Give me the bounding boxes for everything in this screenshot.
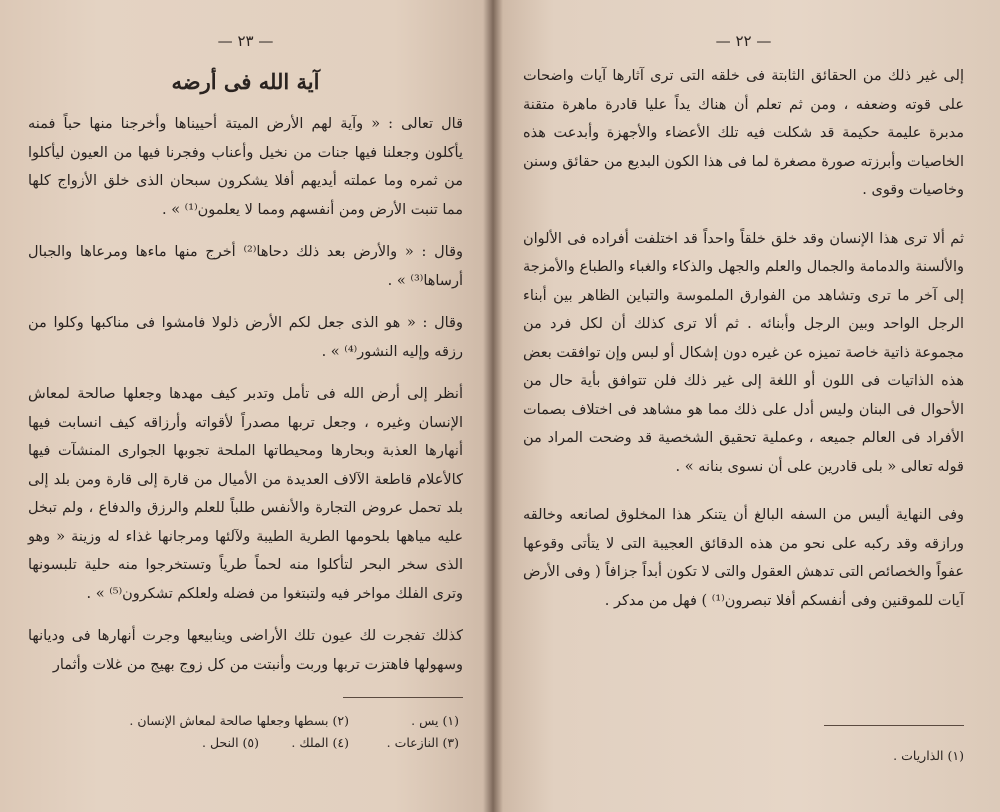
section-heading: آية الله فى أرضه <box>171 69 320 94</box>
left-page <box>0 0 493 812</box>
page-number: — ٢٢ — <box>715 32 772 50</box>
footnote-row <box>40 732 459 754</box>
footnote: (١) الذاريات . <box>893 748 964 763</box>
footnote-rule <box>343 697 463 698</box>
footnotes <box>40 710 459 754</box>
footnotes <box>533 745 964 767</box>
footnote: (١) يس . <box>411 713 459 728</box>
paragraph: كذلك تفجرت لك عيون تلك الأراضى وينابيعها وجرت أنهارها فى وديانها وسهولها فاهتزت تربها وربت وأنبتت من كل زوج بهيج من غلات وأثمار <box>28 628 463 673</box>
footnote-row <box>533 745 964 767</box>
paragraph: أنظر إلى أرض الله فى تأمل وتدبر كيف مهدها وجعلها صالحة لمعاش الإنسان وغيره ، وجعل تربها مصدراً لأقواته وأرزاقه كيف انسابت فيها أنهارها العذبة وبحارها ومحيطاتها الملحة تجوبها الجوارى المنشآت فيها كالأعلام قاطعة الآلاف العديدة من الأميال من قارة إلى قارة ومن بلد إلى بلد تحمل عروض التجارة والأنفس طلباً للعلم والرزق والدفاع ، ولم تبخل عليه مياهها بلحومها الطرية الطيبة ولآلئها ومرجانها غذاء له وزينة « وهو الذى سخر البحر لتأكلوا منه لحماً طرياً وتستخرجوا منه حلية تلبسونها وترى الفلك مواخر فيه ولتبتغوا من فضله ولعلكم تشكرون⁽⁵⁾ » . <box>28 386 463 602</box>
paragraph: وقال : « هو الذى جعل لكم الأرض ذلولا فامشوا فى مناكبها وكلوا من رزقه وإليه النشور⁽⁴⁾ » . <box>28 315 463 360</box>
footnote: (٤) الملك . <box>291 735 349 750</box>
paragraph: وقال : « والأرض بعد ذلك دحاها⁽²⁾ أخرج منها ماءها ومرعاها والجبال أرساها⁽³⁾ » . <box>28 244 464 289</box>
right-page <box>493 0 1000 812</box>
page-number: — ٢٣ — <box>217 32 274 50</box>
paragraph: إلى غير ذلك من الحقائق الثابتة فى خلقه التى ترى آثارها آيات واضحات على قوته وضعفه ، ومن ثم تعلم أن هناك يداً عليا قادرة ماهرة متقنة مدبرة عليمة حكيمة قد شكلت فيه تلك الأعضاء والأجهزة وأبدعت هذه الخاصيات وأبرزته صورة مصغرة لما فى هذا الكون البديع من حقائق وسنن وخاصيات وقوى . <box>523 68 964 198</box>
page-gutter-shadow <box>483 0 493 812</box>
footnote-rule <box>824 725 964 726</box>
footnote: (٥) النحل . <box>202 735 259 750</box>
footnote: (٣) النازعات . <box>386 735 459 750</box>
footnote: (٢) بسطها وجعلها صالحة لمعاش الإنسان . <box>129 713 349 728</box>
footnote-row <box>40 710 459 732</box>
paragraph: قال تعالى : « وآية لهم الأرض الميتة أحييناها وأخرجنا منها حباً فمنه يأكلون وجعلنا فيها جنات من نخيل وأعناب وفجرنا فيها من العيون ليأكلوا من ثمره وما عملته أيديهم أفلا يشكرون سبحان الذى خلق الأزواج كلها مما تنبت الأرض ومن أنفسهم ومما لا يعلمون⁽¹⁾ » . <box>28 116 463 218</box>
page-gutter-shadow <box>493 0 503 812</box>
paragraph: ثم ألا ترى هذا الإنسان وقد خلق خلقاً واحداً قد اختلفت أفراده فى الألوان والألسنة والدمامة والجمال والعلم والجهل والذكاء والغباء والطباع والأمزجة إلى آخر ما ترى وتشاهد من الفوارق الملموسة والتباين الظاهر بين أبناء الرجل الواحد وبين الرجل وأبنائه . ثم ألا ترى كذلك أن لكل فرد من مجموعة ذاتية خاصة تميزه عن غيره دون إشكال أو لبس وإن توافقت بعض هذه الذاتيات فى اللون أو اللغة إلى غير ذلك فلن تتوافق بأية حال من الأحوال فى البنان وليس أدل على ذلك مما هو مشاهد فى اختلاف بصمات الأفراد فى العالم جميعه ، وعملية تحقيق الشخصية قد وضحت المراد من قوله تعالى « بلى قادرين على أن نسوى بنانه » . <box>523 230 964 475</box>
paragraph: وفى النهاية أليس من السفه البالغ أن يتنكر هذا المخلوق لصانعه وخالقه ورازقه وقد ركبه على نحو من هذه الدقائق العجيبة التى لا يتأتى وقوعها عفواً والخصائص التى تدهش العقول والتى لا تكون أبداً جزافاً ( وفى الأرض آيات للموقنين وفى أنفسكم أفلا تبصرون⁽¹⁾ ) فهل من مدكر . <box>523 507 964 609</box>
